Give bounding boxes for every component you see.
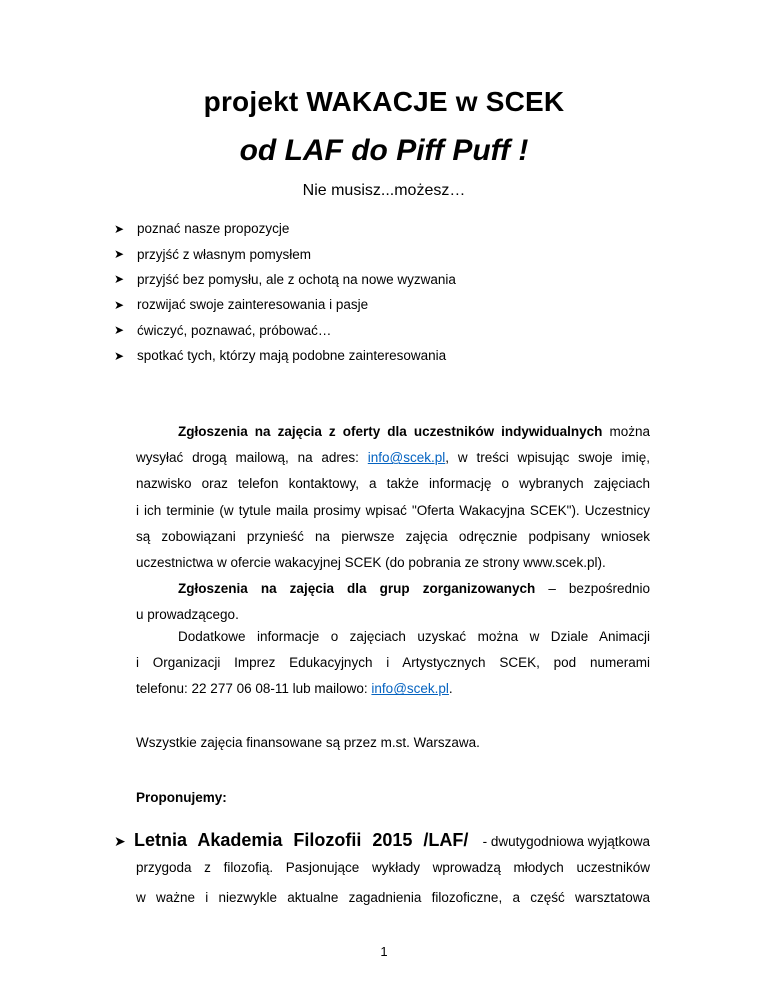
arrow-bullet-icon: ➤ bbox=[114, 247, 125, 262]
bullet-list bbox=[114, 216, 456, 368]
arrow-bullet-icon: ➤ bbox=[114, 323, 125, 338]
list-item: ➤ przyjść bez pomysłu, ale z ochotą na nowe wyzwania bbox=[114, 271, 456, 287]
email-link[interactable]: info@scek.pl bbox=[371, 681, 449, 697]
laf-item: ➤ Letnia Akademia Filozofii 2015 /LAF/ - dwutygodniowa wyjątkowa przygoda z filozofią. Pasjonujące wykłady wprowadzą młodych uczestników w ważne i niezwykle aktualne zagadnienia filozoficzne, a część warsztatowa bbox=[114, 830, 650, 905]
list-item: ➤ poznać nasze propozycje bbox=[114, 221, 290, 237]
list-item: ➤ spotkać tych, którzy mają podobne zainteresowania bbox=[114, 348, 447, 364]
paragraph-individual: Zgłoszenia na zajęcia z oferty dla uczestników indywidualnych można wysyłać drogą mailową, na adres: info@scek.pl, w treści wpisując swoje imię, nazwisko oraz telefon kontaktowy, a także informację o wybranych zajęciach i ich terminie (w tytule maila prosimy wpisać "Oferta Wakacyjna SCEK"). Uczestnicy są zobowiązani przynieść na pierwsze zajęcia odręcznie podpisany wniosek uczestnictwa w ofercie wakacyjnej SCEK (do pobrania ze strony www.scek.pl). bbox=[136, 424, 651, 570]
arrow-bullet-icon: ➤ bbox=[114, 297, 125, 312]
arrow-bullet-icon: ➤ bbox=[114, 221, 125, 236]
page-title: projekt WAKACJE w SCEK bbox=[203, 86, 565, 117]
tagline: Nie musisz...możesz… bbox=[302, 182, 466, 199]
email-link[interactable]: info@scek.pl bbox=[367, 450, 446, 466]
arrow-bullet-icon: ➤ bbox=[114, 272, 125, 287]
page-subtitle-italic: od LAF do Piff Puff ! bbox=[239, 134, 529, 167]
paragraph-contact: Dodatkowe informacje o zajęciach uzyskać można w Dziale Animacji i Organizacji Imprez Edukacyjnych i Artystycznych SCEK, pod numerami telefonu: 22 277 06 08-11 lub mailowo: info@scek.pl. bbox=[136, 629, 650, 697]
funding-note: Wszystkie zajęcia finansowane są przez m.st. Warszawa. bbox=[136, 735, 480, 750]
page-number: 1 bbox=[380, 944, 388, 959]
arrow-bullet-icon: ➤ bbox=[114, 833, 126, 849]
list-item: ➤ ćwiczyć, poznawać, próbować… bbox=[114, 322, 332, 338]
list-item: ➤ rozwijać swoje zainteresowania i pasje bbox=[114, 297, 369, 313]
paragraph-groups: Zgłoszenia na zajęcia dla grup zorganizowanych – bezpośrednio u prowadzącego. bbox=[136, 581, 650, 623]
list-item: ➤ przyjść z własnym pomysłem bbox=[114, 246, 312, 262]
section-heading: Proponujemy: bbox=[136, 790, 227, 805]
arrow-bullet-icon: ➤ bbox=[114, 348, 125, 363]
